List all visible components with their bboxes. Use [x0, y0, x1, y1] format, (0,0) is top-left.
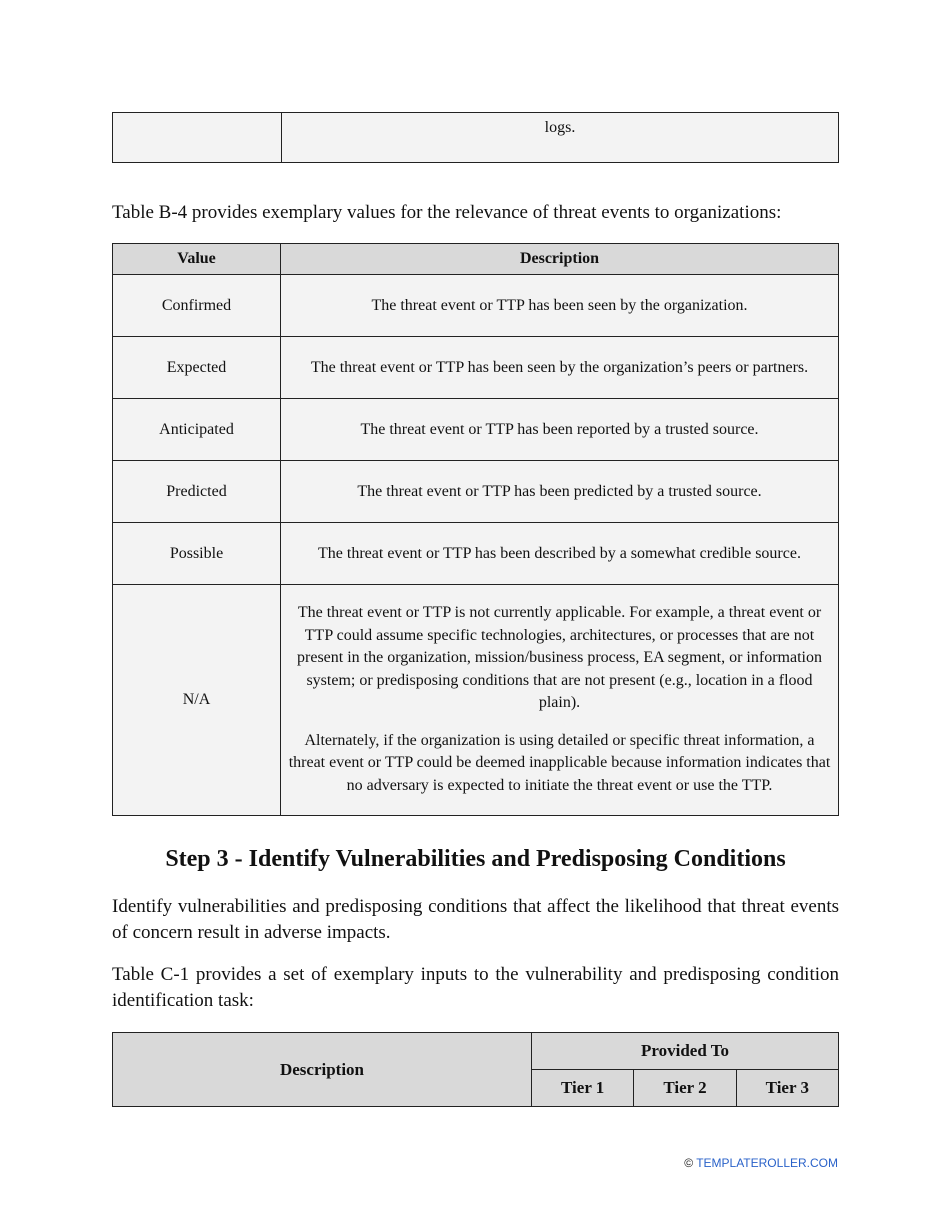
table-header-row [113, 244, 839, 275]
table-row [113, 523, 839, 585]
step3-paragraph-1: Identify vulnerabilities and predisposing conditions that affect the likelihood that threat events of concern result in adverse impacts. [112, 896, 839, 943]
value-cell: N/A [113, 585, 281, 816]
value-cell: Possible [113, 523, 281, 585]
logs-cell: logs. [282, 113, 839, 163]
copyright-symbol: © [684, 1156, 694, 1170]
continued-table [112, 112, 839, 163]
step3-heading: Step 3 - Identify Vulnerabilities and Predisposing Conditions [165, 846, 786, 872]
description-cell [281, 585, 839, 816]
table-row [113, 337, 839, 399]
description-cell: The threat event or TTP has been seen by the organization’s peers or partners. [281, 337, 839, 399]
value-cell: Anticipated [113, 399, 281, 461]
provided-to-header: Provided To [532, 1033, 839, 1070]
templateroller-link[interactable]: TEMPLATEROLLER.COM [696, 1156, 838, 1170]
table-row-na [113, 585, 839, 816]
table-row [113, 399, 839, 461]
table-row [113, 275, 839, 337]
description-cell: The threat event or TTP has been reported by a trusted source. [281, 399, 839, 461]
table-header-row [113, 1033, 839, 1070]
na-description-paragraph: Alternately, if the organization is using detailed or specific threat information, a threat event or TTP could be deemed inapplicable because information indicates that no adversary is expected to initiate the threat event or use the TTP. [288, 731, 831, 794]
description-cell: The threat event or TTP has been described by a somewhat credible source. [281, 523, 839, 585]
table-c1 [112, 1032, 839, 1107]
tier-2-header: Tier 2 [634, 1070, 736, 1107]
value-cell: Confirmed [113, 275, 281, 337]
table-row [113, 113, 839, 163]
table-row [113, 461, 839, 523]
description-cell: The threat event or TTP has been seen by the organization. [281, 275, 839, 337]
value-header: Value [113, 244, 281, 275]
value-cell: Expected [113, 337, 281, 399]
value-cell: Predicted [113, 461, 281, 523]
description-header: Description [113, 1033, 532, 1107]
description-header: Description [281, 244, 839, 275]
description-cell: The threat event or TTP has been predicted by a trusted source. [281, 461, 839, 523]
tier-1-header: Tier 1 [532, 1070, 634, 1107]
footer-attribution [684, 1156, 838, 1170]
table-b4 [112, 243, 839, 816]
step3-paragraph-2: Table C-1 provides a set of exemplary inputs to the vulnerability and predisposing condition identification task: [112, 964, 839, 1011]
tier-3-header: Tier 3 [736, 1070, 838, 1107]
table-b4-intro: Table B-4 provides exemplary values for the relevance of threat events to organizations: [112, 202, 782, 223]
na-description-paragraph: The threat event or TTP is not currently applicable. For example, a threat event or TTP could assume specific technologies, architectures, or processes that are not present in the organization, mission/business process, EA segment, or information system; or predisposing conditions that are not present (e.g., location in a flood plain). [297, 604, 822, 711]
empty-cell [113, 113, 282, 163]
